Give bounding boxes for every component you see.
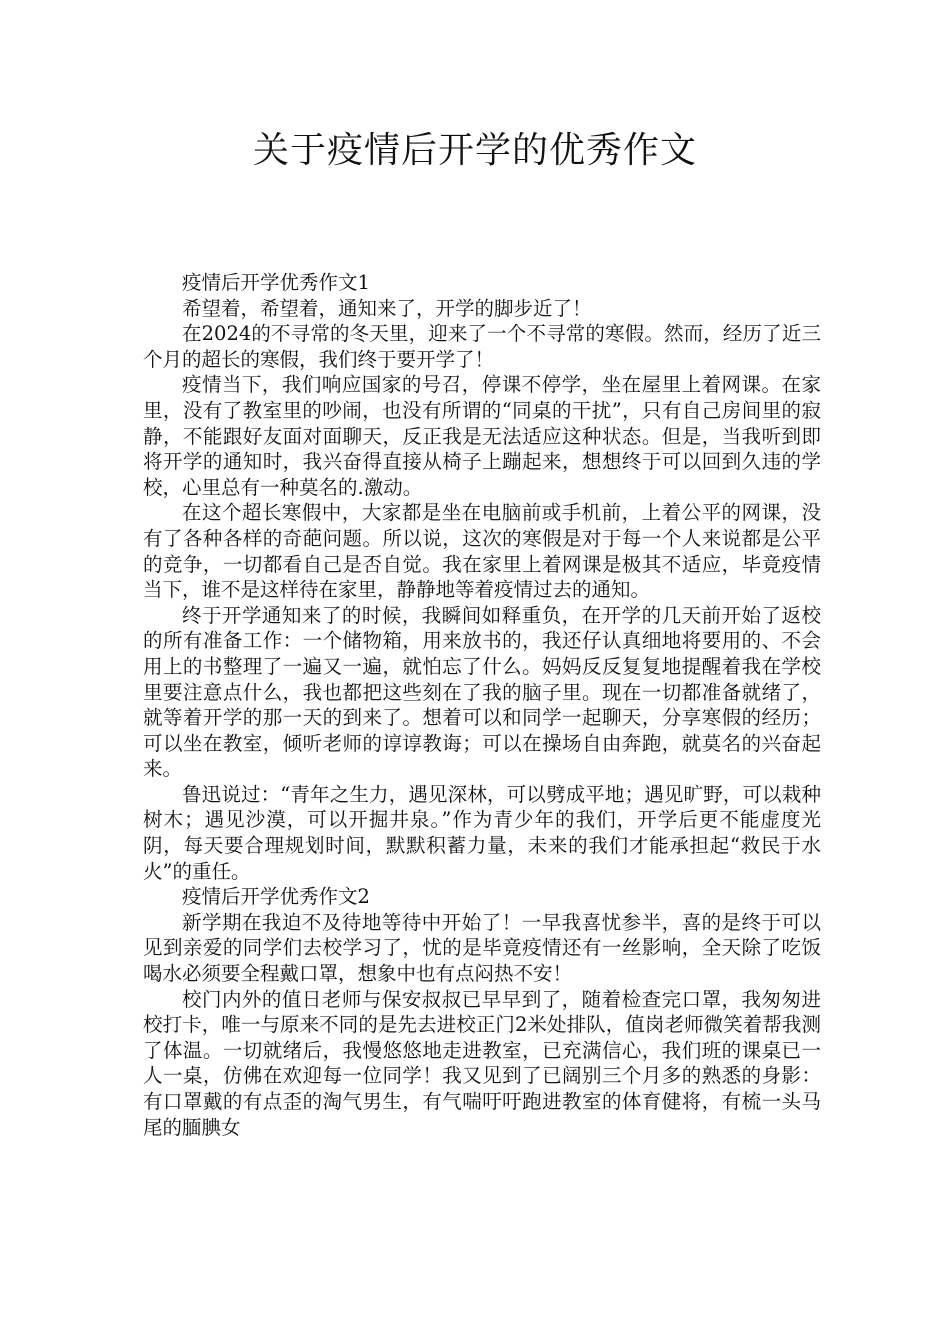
paragraph: 在2024的不寻常的冬天里，迎来了一个不寻常的寒假。然而，经历了近三个月的超长的寒假，我们终于要开学了！ — [143, 322, 821, 371]
section-heading: 疫情后开学优秀作文1 — [182, 271, 370, 294]
paragraph: 校门内外的值日老师与保安叔叔已早早到了，随着检查完口罩，我匆匆进校打卡，唯一与原来不同的是先去进校正门2米处排队，值岗老师微笑着帮我测了体温。一切就绪后，我慢悠悠地走进教室，已充满信心，我们班的课桌已一人一桌，仿佛在欢迎每一位同学！我又见到了已阔别三个月多的熟悉的身影：有口罩戴的有点歪的淘气男生，有气喘吁吁跑进教室的体育健将，有梳一头马尾的腼腆女 — [143, 987, 821, 1139]
document-body — [143, 270, 821, 1140]
paragraph: 终于开学通知来了的时候，我瞬间如释重负，在开学的几天前开始了返校的所有准备工作：一个储物箱，用来放书的，我还仔认真细地将要用的、不会用上的书整理了一遍又一遍，就怕忘了什么。妈妈反反复复地提醒着我在学校里要注意点什么，我也都把这些刻在了我的脑子里。现在一切都准备就绪了，就等着开学的那一天的到来了。想着可以和同学一起聊天，分享寒假的经历；可以坐在教室，倾听老师的谆谆教诲；可以在操场自由奔跑，就莫名的兴奋起来。 — [143, 603, 821, 781]
paragraph: 希望着，希望着，通知来了，开学的脚步近了！ — [182, 296, 592, 320]
paragraph: 新学期在我迫不及待地等待中开始了！一早我喜忧参半，喜的是终于可以见到亲爱的同学们去校学习了，忧的是毕竟疫情还有一丝影响，全天除了吃饭喝水必须要全程戴口罩，想象中也有点闷热不安！ — [143, 910, 821, 986]
section-heading: 疫情后开学优秀作文2 — [182, 885, 370, 909]
document-title: 关于疫情后开学的优秀作文 — [252, 130, 697, 171]
paragraph: 在这个超长寒假中，大家都是坐在电脑前或手机前，上着公平的网课，没有了各种各样的奇葩问题。所以说，这次的寒假是对于每一个人来说都是公平的竞争，一切都看自己是否自觉。我在家里上着网课是极其不适应，毕竟疫情当下，谁不是这样待在家里，静静地等着疫情过去的通知。 — [143, 501, 821, 602]
paragraph: 鲁迅说过：“青年之生力，遇见深林，可以劈成平地；遇见旷野，可以栽种树木；遇见沙漠，可以开掘井泉。”作为青少年的我们，开学后更不能虚度光阴，每天要合理规划时间，默默积蓄力量，未来的我们才能承担起“救民于水火”的重任。 — [143, 782, 821, 883]
paragraph: 疫情当下，我们响应国家的号召，停课不停学，坐在屋里上着网课。在家里，没有了教室里的吵闹，也没有所谓的“同桌的干扰”，只有自己房间里的寂静，不能跟好友面对面聊天，反正我是无法适应这种状态。但是，当我听到即将开学的通知时，我兴奋得直接从椅子上蹦起来，想想终于可以回到久违的学校，心里总有一种莫名的.激动。 — [143, 373, 821, 499]
